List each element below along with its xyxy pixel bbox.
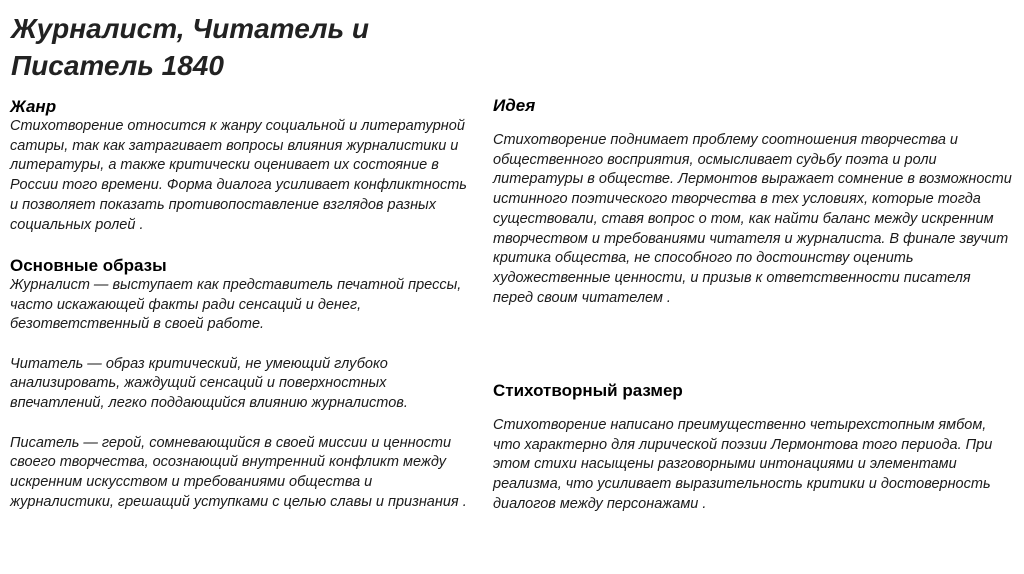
spacer	[10, 335, 472, 355]
meter-block	[493, 380, 1013, 515]
right-column	[493, 95, 1013, 512]
meter-heading: Стихотворный размер	[493, 381, 683, 400]
meter-text: Стихотворение написано преимущественно четырехстопным ямбом, что характерно для лирической поэзии Лермонтова того периода. При этом стихи насыщены разговорными интонациями и элементами реализма, что усиливает выразительность критики и достоверность диалогов между персонажами .	[493, 417, 993, 512]
genre-heading: Жанр	[10, 97, 57, 116]
left-column	[10, 96, 472, 512]
reader-text: Читатель — образ критический, не умеющий глубоко анализировать, жаждущий сенсаций и поверхностных впечатлений, легко поддающийся влиянию журналистов.	[10, 355, 408, 412]
idea-block	[493, 95, 1013, 308]
writer-text: Писатель — герой, сомневающийся в своей миссии и ценности своего творчества, осознающий внутренний конфликт между искренним искусством и требованиями общества и журналистики, грешащий уступками с целью славы и признания .	[10, 434, 467, 510]
slide-title: Журналист, Читатель и Писатель 1840	[11, 13, 370, 81]
journalist-text: Журналист — выступает как представитель печатной прессы, часто искажающей факты ради сенсаций и денег, безответственный в своей работе.	[10, 276, 462, 333]
spacer	[10, 235, 472, 255]
idea-heading: Идея	[493, 96, 536, 115]
genre-text: Стихотворение относится к жанру социальной и литературной сатиры, так как затрагивает вопросы влияния журналистики и литературы, а также критически оценивает их состояние в России того времени. Форма диалога усиливает конфликтность и позволяет показать противопоставление взглядов разных социальных ролей .	[10, 118, 467, 233]
idea-text: Стихотворение поднимает проблему соотношения творчества и общественного восприятия, осмысливает судьбу поэта и роли литературы в обществе. Лермонтов выражает сомнение в возможности истинного поэтического творчества в тех условиях, которые тогда существовали, ставя вопрос о том, как найти баланс между искренним творчеством и требованиями читателя и журналиста. В финале звучит критика общества, не способного по достоинству оценить художественные ценности, и призыв к ответственности писателя перед своим читателем .	[493, 132, 1012, 306]
spacer	[10, 414, 472, 434]
images-heading: Основные образы	[10, 255, 167, 275]
